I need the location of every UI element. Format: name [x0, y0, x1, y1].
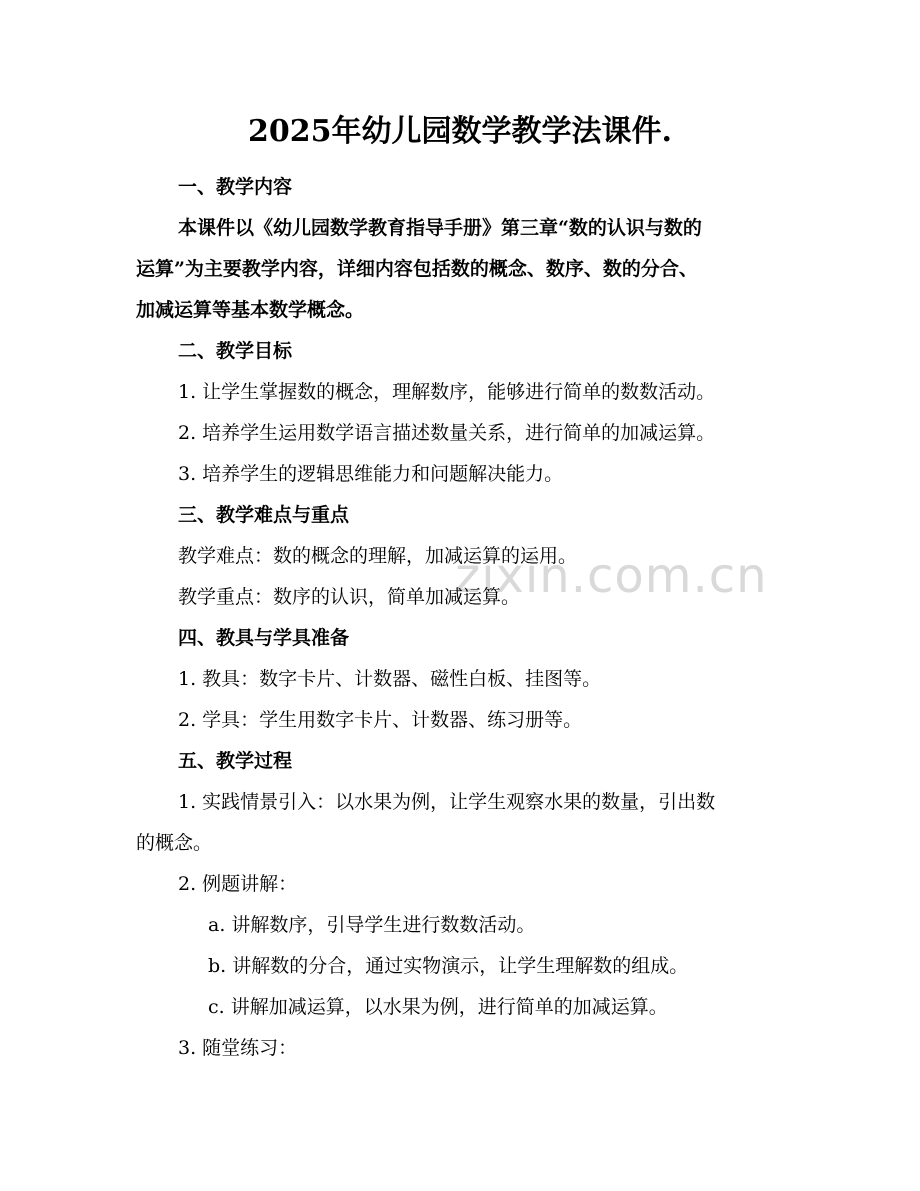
list-item: 1. 让学生掌握数的概念，理解数序，能够进行简单的数数活动。	[178, 381, 716, 403]
list-item: 教学难点：数的概念的理解，加减运算的运用。	[178, 545, 578, 567]
sub-list-item: b. 讲解数的分合，通过实物演示，让学生理解数的组成。	[208, 955, 689, 977]
section-heading-materials: 四、教具与学具准备	[178, 627, 350, 649]
section-heading-process: 五、教学过程	[178, 750, 293, 772]
list-item: 2. 培养学生运用数学语言描述数量关系，进行简单的加减运算。	[178, 422, 716, 444]
section-heading-content: 一、教学内容	[178, 176, 293, 198]
watermark: zixin.com.cn	[455, 548, 768, 604]
sub-list-item: a. 讲解数序，引导学生进行数数活动。	[208, 914, 536, 936]
paragraph-line: 运算”为主要教学内容，详细内容包括数的概念、数序、数的分合、	[136, 258, 698, 280]
list-item: 1. 教具：数字卡片、计数器、磁性白板、挂图等。	[178, 668, 602, 690]
list-item: 2. 例题讲解：	[178, 873, 298, 895]
list-item-continuation: 的概念。	[136, 832, 213, 854]
paragraph-line: 本课件以《幼儿园数学教育指导手册》第三章“数的认识与数的	[178, 217, 702, 239]
list-item: 3. 随堂练习：	[178, 1037, 298, 1059]
list-item: 3. 培养学生的逻辑思维能力和问题解决能力。	[178, 463, 564, 485]
section-heading-objectives: 二、教学目标	[178, 340, 293, 362]
list-item: 教学重点：数序的认识，简单加减运算。	[178, 586, 521, 608]
sub-list-item: c. 讲解加减运算，以水果为例，进行简单的加减运算。	[208, 996, 668, 1018]
paragraph-line: 加减运算等基本数学概念。	[136, 299, 365, 321]
document-title: 2025年幼儿园数学教学法课件.	[248, 114, 672, 149]
list-item: 2. 学具：学生用数字卡片、计数器、练习册等。	[178, 709, 583, 731]
list-item: 1. 实践情景引入：以水果为例，让学生观察水果的数量，引出数	[178, 791, 716, 813]
section-heading-difficulties: 三、教学难点与重点	[178, 504, 350, 526]
